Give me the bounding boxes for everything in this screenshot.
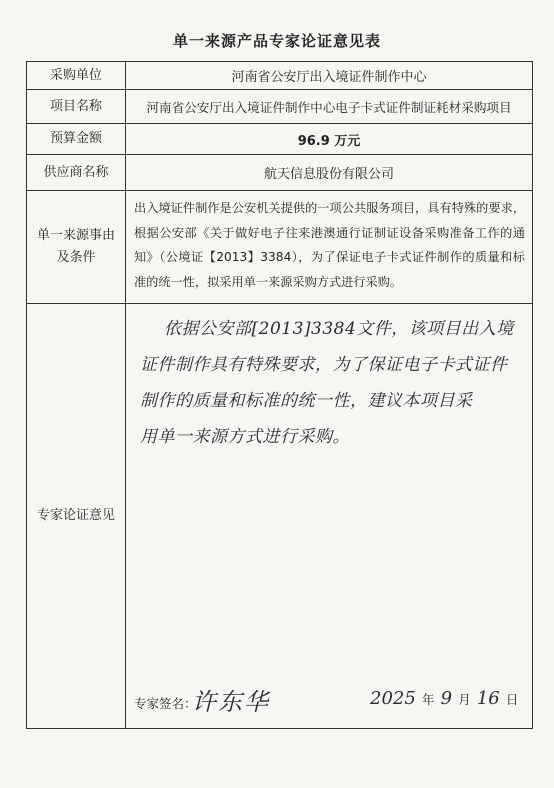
reason-text: 出入境证件制作是公安机关提供的一项公共服务项目，具有特殊的要求，根据公安部《关于做好电子往来港澳通行证制证设备采购准备工作的通知》（公境证【2013】3384），为了保证电子卡式证件制作的质量和标准的统一性，拟采用单一来源采购方式进行采购。 [134,201,525,289]
reason-label [27,191,126,303]
signature-label: 专家签名： [134,696,197,711]
opinion-label: 专家论证意见 [27,304,126,728]
reason-label-line1: 单一来源事由 [36,228,115,243]
row-project [27,90,532,124]
handwritten-line: 用单一来源方式进行采购。 [140,427,350,447]
purchaser-value: 河南省公安厅出入境证件制作中心 [231,70,427,85]
row-reason [27,191,532,304]
date-day-unit: 日 [505,692,519,707]
signature-date [370,688,520,709]
handwritten-line: 依据公安部[2013]3384文件，该项目出入境 [164,319,514,339]
project-label: 项目名称 [27,90,126,123]
page-title: 单一来源产品专家论证意见表 [172,32,381,50]
budget-value: 96.9 万元 [297,133,361,149]
supplier-label: 供应商名称 [27,155,126,190]
supplier-value: 航天信息股份有限公司 [263,167,394,182]
handwritten-line: 证件制作具有特殊要求，为了保证电子卡式证件 [140,355,508,375]
row-supplier [27,155,532,191]
budget-label: 预算金额 [27,124,126,154]
purchaser-label: 采购单位 [27,62,126,89]
opinion-cell [126,304,532,728]
opinion-form-table [26,61,533,729]
date-year: 2025 [370,688,416,709]
date-day: 16 [476,688,500,709]
date-year-unit: 年 [421,692,435,707]
handwritten-line: 制作的质量和标准的统一性，建议本项目采 [140,391,473,411]
signature: 许东华 [192,688,270,716]
row-opinion [27,304,532,728]
row-purchaser [27,62,532,90]
reason-label-line2: 及条件 [56,250,96,265]
date-month-unit: 月 [458,692,471,707]
row-budget [27,124,532,155]
project-value: 河南省公安厅出入境证件制作中心电子卡式证件制证耗材采购项目 [146,100,512,115]
date-month: 9 [440,688,453,709]
